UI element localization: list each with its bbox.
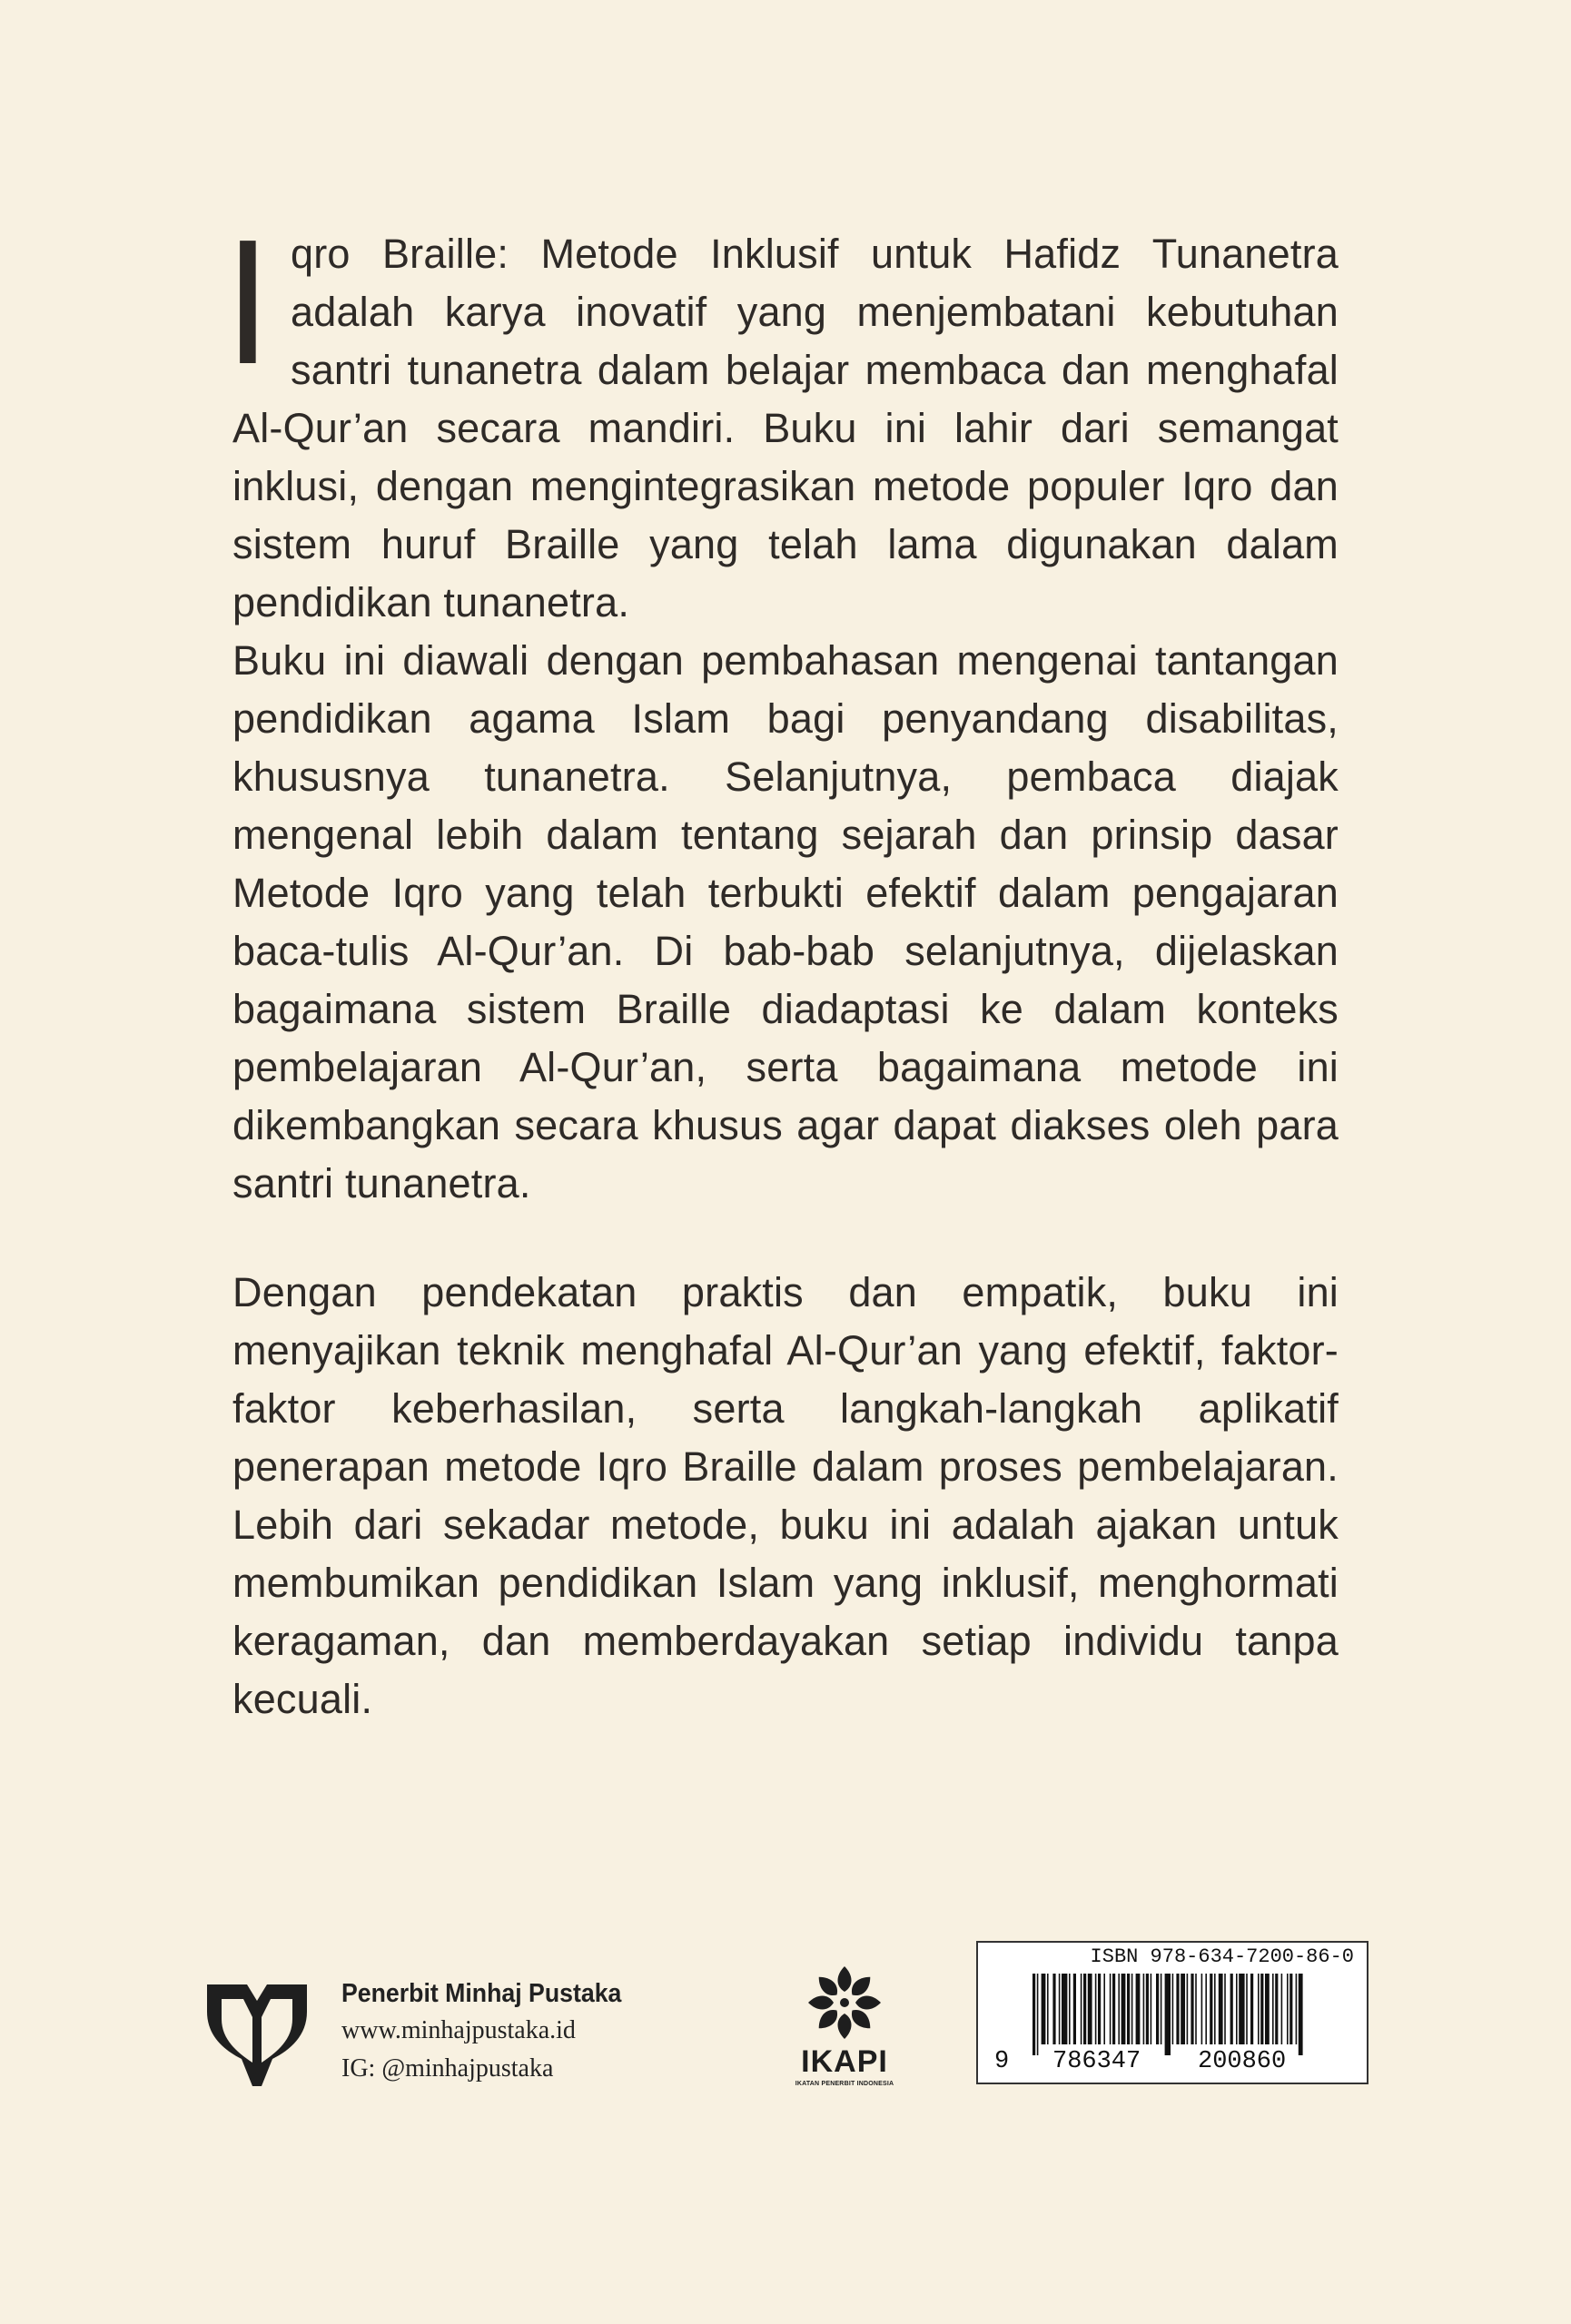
barcode-bar — [1042, 1974, 1046, 2044]
barcode-bar — [1121, 1974, 1126, 2044]
barcode-bar — [1033, 1974, 1035, 2055]
barcode-bar — [1250, 1974, 1253, 2044]
barcode-bar — [1047, 1974, 1049, 2044]
barcode-bar — [1289, 1974, 1292, 2044]
back-cover-blurb — [232, 202, 1339, 1728]
barcode-bar — [1037, 1974, 1039, 2055]
barcode-digit-first: 9 — [994, 2048, 1010, 2075]
publisher-text — [341, 1975, 668, 2088]
barcode-bar — [1210, 1974, 1212, 2044]
barcode-bar — [1172, 1974, 1174, 2044]
barcode-bar — [1260, 1974, 1263, 2044]
barcode-bar — [1059, 1974, 1061, 2044]
publisher-website: www.minhajpustaka.id — [341, 2016, 576, 2044]
barcode-digits-right: 200860 — [1198, 2048, 1287, 2075]
blurb-paragraph-3: Dengan pendekatan praktis dan empatik, buku ini menyajikan teknik menghafal Al-Qur’an yang efektif, faktor-faktor keberhasilan, serta langkah-langkah aplikatif penerapan metode Iqro Braille dalam proses pembelajaran. Lebih dari sekadar metode, buku ini adalah ajakan untuk membumikan pendidikan Islam yang inklusif, menghormati keragaman, dan memberdayakan setiap individu tanpa kecuali. — [232, 1269, 1339, 1722]
barcode-bar — [1127, 1974, 1130, 2044]
barcode-bar — [1275, 1974, 1278, 2044]
barcode-bar — [1143, 1974, 1145, 2044]
barcode-bar — [1156, 1974, 1159, 2044]
barcode-bar — [1083, 1974, 1086, 2044]
barcode-bar — [1281, 1974, 1283, 2044]
isbn-label: ISBN 978-634-7200-86-0 — [1090, 1945, 1354, 1968]
barcode-bar — [1191, 1974, 1193, 2044]
barcode-bar — [1151, 1974, 1152, 2044]
barcode-bar — [1239, 1974, 1244, 2044]
barcode-bar — [1069, 1974, 1071, 2044]
barcode-bar — [1230, 1974, 1233, 2044]
barcode-bar — [1296, 1974, 1298, 2044]
barcode-bar — [1236, 1974, 1238, 2044]
barcode-bar — [1081, 1974, 1082, 2044]
barcode-bar — [1095, 1974, 1097, 2044]
barcode-bar — [1287, 1974, 1289, 2044]
first-paragraph-block — [232, 202, 1339, 632]
ikapi-logo — [781, 1961, 908, 2088]
barcode-bar — [1062, 1974, 1067, 2044]
barcode-bar — [1052, 1974, 1055, 2044]
ikapi-subtitle: IKATAN PENERBIT INDONESIA — [795, 2081, 894, 2087]
barcode-bar — [1146, 1974, 1149, 2044]
isbn-barcode — [976, 1941, 1368, 2084]
flower-star-logo-icon — [781, 1961, 908, 2044]
barcode-digits-left: 786347 — [1052, 2048, 1141, 2075]
barcode-bar — [1299, 1974, 1303, 2055]
blurb-paragraph-2: Buku ini diawali dengan pembahasan mengenai tantangan pendidikan agama Islam bagi penyandang disabilitas, khususnya tunanetra. Selanjutnya, pembaca diajak mengenal lebih dalam tentang sejarah dan prinsip dasar Metode Iqro yang telah terbukti efektif dalam pengajaran baca-tulis Al-Qur’an. Di bab-bab selanjutnya, dijelaskan bagaimana sistem Braille diadaptasi ke dalam konteks pembelajaran Al-Qur’an, serta bagaimana metode ini dikembangkan secara khusus agar dapat diakses oleh para santri tunanetra. — [232, 637, 1339, 1206]
publisher-name: Penerbit Minhaj Pustaka — [341, 1979, 622, 2008]
barcode-bar — [1181, 1974, 1185, 2044]
barcode-bar — [1224, 1974, 1226, 2044]
barcode-bar — [1219, 1974, 1223, 2044]
barcode-bar — [1110, 1974, 1112, 2044]
ikapi-label: IKAPI — [801, 2044, 888, 2079]
barcode-bar — [1195, 1974, 1197, 2044]
barcode-bar — [1214, 1974, 1216, 2044]
barcode-bar — [1246, 1974, 1248, 2044]
barcode-bar — [1205, 1974, 1207, 2044]
publisher-instagram: IG: @minhajpustaka — [341, 2054, 554, 2083]
blurb-paragraph-1: qro Braille: Metode Inklusif untuk Hafidz Tunanetra adalah karya inovatif yang menjembatani kebutuhan santri tunanetra dalam belajar membaca dan menghafal Al-Qur’an secara mandiri. Buku ini lahir dari semangat inklusi, dengan mengintegrasikan metode populer Iqro dan sistem huruf Braille yang telah lama digunakan dalam pendidikan tunanetra. — [232, 231, 1339, 625]
barcode-bar — [1103, 1974, 1105, 2044]
barcode-bar — [1258, 1974, 1260, 2044]
barcode-bar — [1201, 1974, 1203, 2044]
barcode-bar — [1165, 1974, 1171, 2055]
barcode-bar — [1118, 1974, 1120, 2044]
barcode-bar — [1265, 1974, 1270, 2044]
barcode-bar — [1131, 1974, 1133, 2044]
barcode-bar — [1112, 1974, 1115, 2044]
barcode-bar — [1176, 1974, 1179, 2044]
drop-cap-letter: I — [232, 202, 263, 401]
open-book-logo-icon — [200, 1979, 314, 2090]
barcode-bar — [1073, 1974, 1076, 2044]
barcode-bar — [1088, 1974, 1092, 2044]
barcode-bar — [1098, 1974, 1101, 2044]
barcode-bar — [1136, 1974, 1141, 2044]
barcode-bar — [1272, 1974, 1274, 2044]
barcode-bar — [1187, 1974, 1189, 2044]
barcode-bar — [1161, 1974, 1162, 2044]
barcode-bars — [1033, 1974, 1305, 2055]
